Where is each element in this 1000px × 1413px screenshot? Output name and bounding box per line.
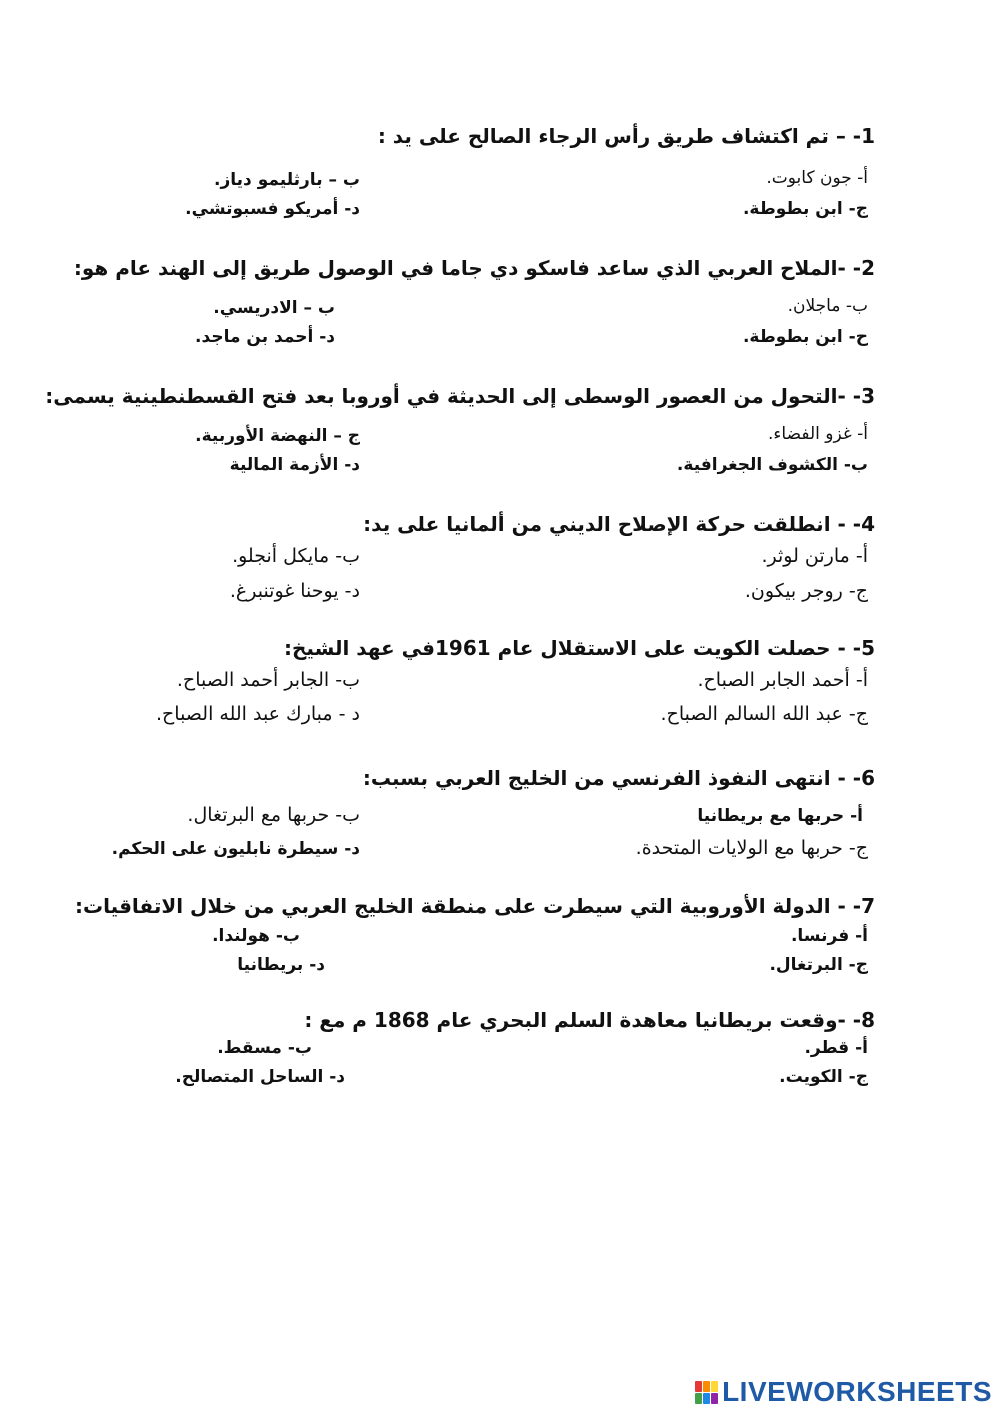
q1-option-c: ج- ابن بطوطة. — [742, 199, 868, 219]
q5-option-b: ب- الجابر أحمد الصباح. — [176, 669, 360, 691]
q3-option-c: ب- الكشوف الجغرافية. — [676, 455, 868, 475]
q4-option-a: أ- مارتن لوثر. — [761, 545, 868, 567]
logo-block — [703, 1381, 710, 1392]
q6-option-d: د- سيطرة نابليون على الحكم. — [111, 839, 360, 859]
logo-block — [695, 1381, 702, 1392]
q3-option-d: د- الأزمة المالية — [229, 455, 360, 475]
question-8-title: 8- -وقعت بريطانيا معاهدة السلم البحري عام 1868 م مع : — [304, 1008, 875, 1032]
q7-option-d: د- بريطانيا — [237, 955, 325, 975]
q6-option-c: ج- حربها مع الولايات المتحدة. — [635, 837, 868, 859]
q2-option-a: ب- ماجلان. — [787, 296, 868, 316]
question-1-title: 1- – تم اكتشاف طريق رأس الرجاء الصالح على يد : — [377, 124, 875, 148]
logo-block — [695, 1393, 702, 1404]
q2-option-b: ب – الادريسي. — [213, 298, 335, 318]
question-3-title: 3- -التحول من العصور الوسطى إلى الحديثة في أوروبا بعد فتح القسطنطينية يسمى: — [45, 384, 875, 408]
logo-block — [703, 1393, 710, 1404]
q5-option-c: ج- عبد الله السالم الصباح. — [660, 703, 868, 725]
logo-block — [711, 1393, 718, 1404]
question-4-title: 4- - انطلقت حركة الإصلاح الديني من ألمانيا على يد: — [363, 512, 875, 536]
q8-option-a: أ- قطر. — [804, 1038, 868, 1058]
q4-option-b: ب- مايكل أنجلو. — [232, 545, 360, 567]
question-7-title: 7- - الدولة الأوروبية التي سيطرت على منطقة الخليج العربي من خلال الاتفاقيات: — [75, 894, 875, 918]
liveworksheets-logo — [695, 1376, 992, 1408]
q8-option-b: ب- مسقط. — [217, 1038, 312, 1058]
q7-option-b: ب- هولندا. — [212, 926, 300, 946]
q8-option-c: ج- الكويت. — [779, 1067, 868, 1087]
logo-block — [711, 1381, 718, 1392]
q7-option-c: ج- البرتغال. — [769, 955, 868, 975]
question-6-title: 6- - انتهى النفوذ الفرنسي من الخليج العربي بسبب: — [362, 766, 875, 790]
q5-option-a: أ- أحمد الجابر الصباح. — [697, 669, 868, 691]
liveworksheets-logo-text: LIVEWORKSHEETS — [722, 1376, 992, 1407]
q6-option-b: ب- حربها مع البرتغال. — [187, 804, 360, 826]
q5-option-d: د - مبارك عبد الله الصباح. — [155, 703, 360, 725]
question-2-title: 2- -الملاح العربي الذي ساعد فاسكو دي جاما في الوصول طريق إلى الهند عام هو: — [73, 256, 875, 280]
q1-option-d: د- أمريكو فسبوتشي. — [185, 199, 360, 219]
q2-option-d: د- أحمد بن ماجد. — [195, 327, 335, 347]
q3-option-b: ج – النهضة الأوربية. — [195, 426, 360, 446]
q4-option-d: د- يوحنا غوتنبرغ. — [229, 580, 360, 602]
q3-option-a: أ- غزو الفضاء. — [768, 424, 868, 444]
q1-option-b: ب – بارثليمو دياز. — [214, 170, 360, 190]
q6-option-a: أ- حربها مع بريطانيا — [697, 806, 863, 826]
question-5-title: 5- - حصلت الكويت على الاستقلال عام 1961في عهد الشيخ: — [284, 636, 875, 660]
q2-option-c: ح- ابن بطوطة. — [742, 327, 868, 347]
q7-option-a: أ- فرنسا. — [790, 926, 868, 946]
liveworksheets-logo-icon — [695, 1381, 718, 1404]
q8-option-d: د- الساحل المتصالح. — [175, 1067, 345, 1087]
q1-option-a: أ- جون كابوت. — [766, 168, 868, 188]
q4-option-c: ج- روجر بيكون. — [744, 580, 868, 602]
